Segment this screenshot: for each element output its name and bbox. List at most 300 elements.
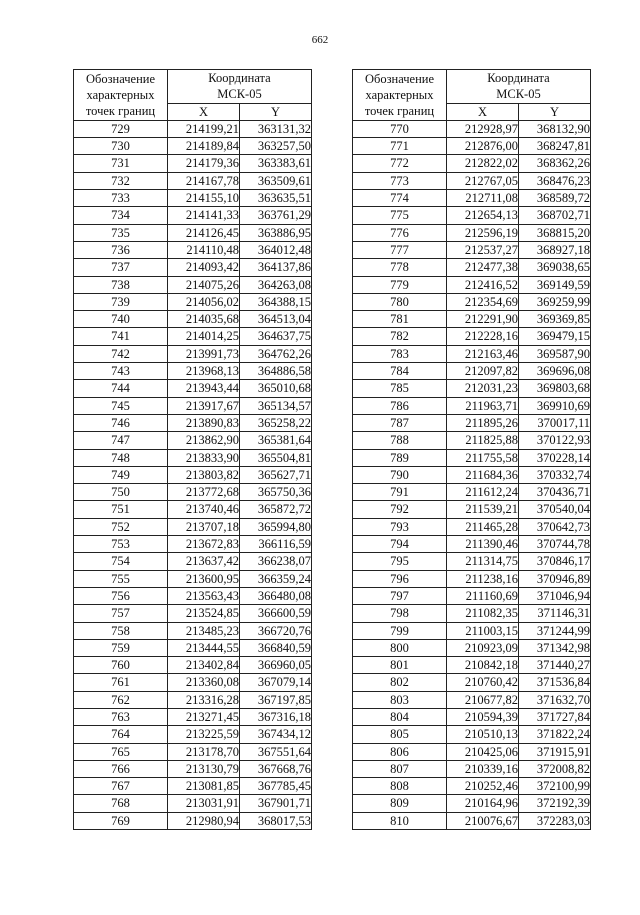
table-row [353, 138, 591, 155]
table-row [74, 155, 312, 172]
point-number-cell: 786 [353, 397, 447, 414]
axis-x-header: X [168, 103, 240, 120]
table-row [74, 657, 312, 674]
x-coordinate-cell: 210339,16 [447, 760, 519, 777]
point-number-cell: 797 [353, 587, 447, 604]
x-coordinate-cell: 210510,13 [447, 726, 519, 743]
page-number: 662 [311, 34, 329, 46]
x-coordinate-cell: 213672,83 [168, 536, 240, 553]
point-number-cell: 809 [353, 795, 447, 812]
table-row [353, 311, 591, 328]
x-coordinate-cell: 213991,73 [168, 345, 240, 362]
point-label-line1: Обозначение [364, 71, 435, 86]
x-coordinate-cell: 211539,21 [447, 501, 519, 518]
x-coordinate-cell: 214014,25 [168, 328, 240, 345]
table-row [353, 293, 591, 310]
table-row [74, 414, 312, 431]
point-number-cell: 739 [74, 293, 168, 310]
table-row [74, 518, 312, 535]
point-number-cell: 736 [74, 241, 168, 258]
point-number-cell: 790 [353, 466, 447, 483]
point-number-cell: 795 [353, 553, 447, 570]
table-row [353, 276, 591, 293]
table-row [74, 708, 312, 725]
y-coordinate-cell: 366238,07 [240, 553, 312, 570]
point-number-cell: 748 [74, 449, 168, 466]
y-coordinate-cell: 367551,64 [240, 743, 312, 760]
point-number-cell: 741 [74, 328, 168, 345]
table-row [74, 363, 312, 380]
coordinates-table-right [352, 69, 591, 830]
x-coordinate-cell: 213316,28 [168, 691, 240, 708]
y-coordinate-cell: 368815,20 [519, 224, 591, 241]
point-number-cell: 788 [353, 432, 447, 449]
x-coordinate-cell: 210425,06 [447, 743, 519, 760]
point-number-cell: 750 [74, 484, 168, 501]
table-row [74, 259, 312, 276]
y-coordinate-cell: 364762,26 [240, 345, 312, 362]
y-coordinate-cell: 366116,59 [240, 536, 312, 553]
point-number-cell: 770 [353, 120, 447, 137]
table-row [353, 190, 591, 207]
y-coordinate-cell: 366720,76 [240, 622, 312, 639]
table-row [74, 449, 312, 466]
y-coordinate-cell: 367197,85 [240, 691, 312, 708]
x-coordinate-cell: 213803,82 [168, 466, 240, 483]
point-number-cell: 774 [353, 190, 447, 207]
point-number-cell: 749 [74, 466, 168, 483]
x-coordinate-cell: 212822,02 [447, 155, 519, 172]
y-coordinate-cell: 370946,89 [519, 570, 591, 587]
point-number-cell: 757 [74, 605, 168, 622]
y-coordinate-cell: 365872,72 [240, 501, 312, 518]
y-coordinate-cell: 363257,50 [240, 138, 312, 155]
coordinate-header [168, 70, 312, 104]
point-number-cell: 768 [74, 795, 168, 812]
point-label-line2: характерных [86, 87, 155, 102]
y-coordinate-cell: 366840,59 [240, 639, 312, 656]
table-row [74, 570, 312, 587]
point-number-cell: 772 [353, 155, 447, 172]
x-coordinate-cell: 213271,45 [168, 708, 240, 725]
table-row [74, 778, 312, 795]
point-number-cell: 744 [74, 380, 168, 397]
x-coordinate-cell: 210076,67 [447, 812, 519, 829]
y-coordinate-cell: 371822,24 [519, 726, 591, 743]
y-coordinate-cell: 366359,24 [240, 570, 312, 587]
table-row [74, 553, 312, 570]
x-coordinate-cell: 214093,42 [168, 259, 240, 276]
point-number-cell: 754 [74, 553, 168, 570]
table-row [74, 466, 312, 483]
y-coordinate-cell: 368362,26 [519, 155, 591, 172]
table-row [353, 657, 591, 674]
point-number-cell: 740 [74, 311, 168, 328]
x-coordinate-cell: 211238,16 [447, 570, 519, 587]
y-coordinate-cell: 372283,03 [519, 812, 591, 829]
point-number-cell: 764 [74, 726, 168, 743]
point-number-cell: 731 [74, 155, 168, 172]
table-row [74, 276, 312, 293]
x-coordinate-cell: 212097,82 [447, 363, 519, 380]
point-number-cell: 759 [74, 639, 168, 656]
x-coordinate-cell: 212477,38 [447, 259, 519, 276]
y-coordinate-cell: 367785,45 [240, 778, 312, 795]
table-row [353, 691, 591, 708]
point-number-cell: 791 [353, 484, 447, 501]
table-row [74, 432, 312, 449]
point-number-cell: 733 [74, 190, 168, 207]
table-row [74, 605, 312, 622]
x-coordinate-cell: 213360,08 [168, 674, 240, 691]
point-number-cell: 803 [353, 691, 447, 708]
y-coordinate-cell: 363886,95 [240, 224, 312, 241]
point-number-cell: 800 [353, 639, 447, 656]
y-coordinate-cell: 364637,75 [240, 328, 312, 345]
table-row [74, 345, 312, 362]
point-label-line3: точек границ [364, 104, 435, 119]
table-row [353, 172, 591, 189]
y-coordinate-cell: 369369,85 [519, 311, 591, 328]
table-row [353, 639, 591, 656]
x-coordinate-cell: 213524,85 [168, 605, 240, 622]
coordinates-table-right-body [353, 120, 591, 829]
y-coordinate-cell: 365010,68 [240, 380, 312, 397]
x-coordinate-cell: 210594,39 [447, 708, 519, 725]
y-coordinate-cell: 363635,51 [240, 190, 312, 207]
axis-y-header: Y [519, 103, 591, 120]
coordinates-table-left-body [74, 120, 312, 829]
x-coordinate-cell: 214075,26 [168, 276, 240, 293]
x-coordinate-cell: 211465,28 [447, 518, 519, 535]
x-coordinate-cell: 213031,91 [168, 795, 240, 812]
point-number-cell: 782 [353, 328, 447, 345]
x-coordinate-cell: 212928,97 [447, 120, 519, 137]
x-coordinate-cell: 214110,48 [168, 241, 240, 258]
point-number-cell: 802 [353, 674, 447, 691]
y-coordinate-cell: 364388,15 [240, 293, 312, 310]
point-label-line1: Обозначение [85, 71, 156, 86]
x-coordinate-cell: 212031,23 [447, 380, 519, 397]
y-coordinate-cell: 370436,71 [519, 484, 591, 501]
x-coordinate-cell: 212596,19 [447, 224, 519, 241]
x-coordinate-cell: 214155,10 [168, 190, 240, 207]
y-coordinate-cell: 371915,91 [519, 743, 591, 760]
y-coordinate-cell: 363761,29 [240, 207, 312, 224]
table-row [74, 207, 312, 224]
point-number-cell: 787 [353, 414, 447, 431]
x-coordinate-cell: 214189,84 [168, 138, 240, 155]
table-row [353, 743, 591, 760]
x-coordinate-cell: 214126,45 [168, 224, 240, 241]
table-row [353, 207, 591, 224]
point-number-cell: 738 [74, 276, 168, 293]
point-number-cell: 783 [353, 345, 447, 362]
table-row [74, 241, 312, 258]
point-number-cell: 737 [74, 259, 168, 276]
y-coordinate-cell: 370642,73 [519, 518, 591, 535]
y-coordinate-cell: 367668,76 [240, 760, 312, 777]
table-row [74, 760, 312, 777]
x-coordinate-cell: 214056,02 [168, 293, 240, 310]
table-row [353, 363, 591, 380]
table-row [74, 812, 312, 829]
y-coordinate-cell: 371440,27 [519, 657, 591, 674]
axis-y-header: Y [240, 103, 312, 120]
x-coordinate-cell: 213740,46 [168, 501, 240, 518]
x-coordinate-cell: 213707,18 [168, 518, 240, 535]
x-coordinate-cell: 213833,90 [168, 449, 240, 466]
x-coordinate-cell: 214035,68 [168, 311, 240, 328]
point-number-cell: 799 [353, 622, 447, 639]
table-row [74, 397, 312, 414]
point-number-cell: 808 [353, 778, 447, 795]
x-coordinate-cell: 213130,79 [168, 760, 240, 777]
y-coordinate-cell: 365750,36 [240, 484, 312, 501]
table-row [74, 726, 312, 743]
y-coordinate-cell: 368927,18 [519, 241, 591, 258]
table-row [353, 414, 591, 431]
y-coordinate-cell: 365258,22 [240, 414, 312, 431]
point-number-cell: 746 [74, 414, 168, 431]
point-label-header [74, 70, 168, 121]
table-row [74, 311, 312, 328]
point-number-cell: 784 [353, 363, 447, 380]
y-coordinate-cell: 367316,18 [240, 708, 312, 725]
x-coordinate-cell: 213862,90 [168, 432, 240, 449]
point-number-cell: 734 [74, 207, 168, 224]
y-coordinate-cell: 372192,39 [519, 795, 591, 812]
y-coordinate-cell: 368132,90 [519, 120, 591, 137]
table-row [353, 518, 591, 535]
y-coordinate-cell: 370228,14 [519, 449, 591, 466]
x-coordinate-cell: 213637,42 [168, 553, 240, 570]
table-row [353, 778, 591, 795]
point-label-header [353, 70, 447, 121]
y-coordinate-cell: 371536,84 [519, 674, 591, 691]
y-coordinate-cell: 368476,23 [519, 172, 591, 189]
x-coordinate-cell: 211755,58 [447, 449, 519, 466]
x-coordinate-cell: 212416,52 [447, 276, 519, 293]
x-coordinate-cell: 213402,84 [168, 657, 240, 674]
x-coordinate-cell: 211612,24 [447, 484, 519, 501]
x-coordinate-cell: 211963,71 [447, 397, 519, 414]
y-coordinate-cell: 366600,59 [240, 605, 312, 622]
point-number-cell: 747 [74, 432, 168, 449]
x-coordinate-cell: 212291,90 [447, 311, 519, 328]
x-coordinate-cell: 210923,09 [447, 639, 519, 656]
x-coordinate-cell: 213917,67 [168, 397, 240, 414]
table-row [353, 553, 591, 570]
y-coordinate-cell: 365504,81 [240, 449, 312, 466]
y-coordinate-cell: 366480,08 [240, 587, 312, 604]
x-coordinate-cell: 212767,05 [447, 172, 519, 189]
table-row [353, 622, 591, 639]
y-coordinate-cell: 369479,15 [519, 328, 591, 345]
x-coordinate-cell: 210842,18 [447, 657, 519, 674]
x-coordinate-cell: 212654,13 [447, 207, 519, 224]
table-row [74, 380, 312, 397]
point-number-cell: 780 [353, 293, 447, 310]
x-coordinate-cell: 210677,82 [447, 691, 519, 708]
y-coordinate-cell: 372100,99 [519, 778, 591, 795]
table-row [353, 674, 591, 691]
table-row [353, 155, 591, 172]
x-coordinate-cell: 213943,44 [168, 380, 240, 397]
x-coordinate-cell: 212163,46 [447, 345, 519, 362]
x-coordinate-cell: 211314,75 [447, 553, 519, 570]
point-number-cell: 778 [353, 259, 447, 276]
y-coordinate-cell: 367901,71 [240, 795, 312, 812]
y-coordinate-cell: 369149,59 [519, 276, 591, 293]
table-row [353, 570, 591, 587]
table-row [74, 190, 312, 207]
point-number-cell: 789 [353, 449, 447, 466]
y-coordinate-cell: 371244,99 [519, 622, 591, 639]
y-coordinate-cell: 371046,94 [519, 587, 591, 604]
y-coordinate-cell: 371146,31 [519, 605, 591, 622]
table-row [74, 224, 312, 241]
point-number-cell: 732 [74, 172, 168, 189]
table-row [353, 536, 591, 553]
point-number-cell: 761 [74, 674, 168, 691]
x-coordinate-cell: 213444,55 [168, 639, 240, 656]
table-row [74, 120, 312, 137]
x-coordinate-cell: 211160,69 [447, 587, 519, 604]
x-coordinate-cell: 213968,13 [168, 363, 240, 380]
x-coordinate-cell: 213485,23 [168, 622, 240, 639]
point-label-line2: характерных [365, 87, 434, 102]
x-coordinate-cell: 212537,27 [447, 241, 519, 258]
point-number-cell: 769 [74, 812, 168, 829]
point-number-cell: 781 [353, 311, 447, 328]
table-row [74, 138, 312, 155]
y-coordinate-cell: 369259,99 [519, 293, 591, 310]
y-coordinate-cell: 369038,65 [519, 259, 591, 276]
point-number-cell: 745 [74, 397, 168, 414]
point-number-cell: 766 [74, 760, 168, 777]
point-number-cell: 776 [353, 224, 447, 241]
point-number-cell: 755 [74, 570, 168, 587]
table-row [353, 397, 591, 414]
y-coordinate-cell: 364886,58 [240, 363, 312, 380]
point-number-cell: 765 [74, 743, 168, 760]
y-coordinate-cell: 371342,98 [519, 639, 591, 656]
table-row [74, 536, 312, 553]
y-coordinate-cell: 370744,78 [519, 536, 591, 553]
table-row [74, 622, 312, 639]
y-coordinate-cell: 369910,69 [519, 397, 591, 414]
y-coordinate-cell: 364137,86 [240, 259, 312, 276]
table-row [74, 639, 312, 656]
x-coordinate-cell: 214167,78 [168, 172, 240, 189]
table-row [353, 501, 591, 518]
table-row [74, 674, 312, 691]
point-number-cell: 756 [74, 587, 168, 604]
y-coordinate-cell: 367079,14 [240, 674, 312, 691]
y-coordinate-cell: 367434,12 [240, 726, 312, 743]
point-number-cell: 805 [353, 726, 447, 743]
point-number-cell: 760 [74, 657, 168, 674]
y-coordinate-cell: 368702,71 [519, 207, 591, 224]
y-coordinate-cell: 363509,61 [240, 172, 312, 189]
table-row [74, 328, 312, 345]
table-row [353, 224, 591, 241]
point-number-cell: 798 [353, 605, 447, 622]
table-row [74, 691, 312, 708]
x-coordinate-cell: 213225,59 [168, 726, 240, 743]
y-coordinate-cell: 370017,11 [519, 414, 591, 431]
y-coordinate-cell: 368247,81 [519, 138, 591, 155]
point-number-cell: 807 [353, 760, 447, 777]
x-coordinate-cell: 211684,36 [447, 466, 519, 483]
x-coordinate-cell: 211390,46 [447, 536, 519, 553]
coordinate-title-line2: МСК-05 [217, 87, 262, 102]
point-number-cell: 794 [353, 536, 447, 553]
point-number-cell: 762 [74, 691, 168, 708]
y-coordinate-cell: 370846,17 [519, 553, 591, 570]
table-row [353, 259, 591, 276]
x-coordinate-cell: 212354,69 [447, 293, 519, 310]
point-number-cell: 785 [353, 380, 447, 397]
y-coordinate-cell: 365134,57 [240, 397, 312, 414]
point-label-line3: точек границ [85, 104, 156, 119]
y-coordinate-cell: 370332,74 [519, 466, 591, 483]
point-number-cell: 735 [74, 224, 168, 241]
y-coordinate-cell: 369696,08 [519, 363, 591, 380]
y-coordinate-cell: 372008,82 [519, 760, 591, 777]
point-number-cell: 773 [353, 172, 447, 189]
point-number-cell: 793 [353, 518, 447, 535]
table-row [353, 726, 591, 743]
x-coordinate-cell: 213890,83 [168, 414, 240, 431]
x-coordinate-cell: 214199,21 [168, 120, 240, 137]
point-number-cell: 751 [74, 501, 168, 518]
table-row [353, 760, 591, 777]
table-row [353, 120, 591, 137]
table-row [353, 587, 591, 604]
x-coordinate-cell: 214179,36 [168, 155, 240, 172]
table-row [353, 345, 591, 362]
table-row [353, 605, 591, 622]
table-row [353, 380, 591, 397]
coordinate-title-line1: Координата [208, 71, 271, 85]
point-number-cell: 758 [74, 622, 168, 639]
x-coordinate-cell: 213081,85 [168, 778, 240, 795]
coordinate-header [447, 70, 591, 104]
x-coordinate-cell: 212980,94 [168, 812, 240, 829]
y-coordinate-cell: 368017,53 [240, 812, 312, 829]
y-coordinate-cell: 369803,68 [519, 380, 591, 397]
point-number-cell: 810 [353, 812, 447, 829]
x-coordinate-cell: 211082,35 [447, 605, 519, 622]
table-row [353, 241, 591, 258]
x-coordinate-cell: 211003,15 [447, 622, 519, 639]
x-coordinate-cell: 213600,95 [168, 570, 240, 587]
y-coordinate-cell: 369587,90 [519, 345, 591, 362]
point-number-cell: 777 [353, 241, 447, 258]
y-coordinate-cell: 364263,08 [240, 276, 312, 293]
y-coordinate-cell: 371727,84 [519, 708, 591, 725]
point-number-cell: 806 [353, 743, 447, 760]
point-number-cell: 763 [74, 708, 168, 725]
table-row [74, 501, 312, 518]
point-number-cell: 767 [74, 778, 168, 795]
table-row [353, 328, 591, 345]
x-coordinate-cell: 211895,26 [447, 414, 519, 431]
x-coordinate-cell: 212228,16 [447, 328, 519, 345]
x-coordinate-cell: 212876,00 [447, 138, 519, 155]
